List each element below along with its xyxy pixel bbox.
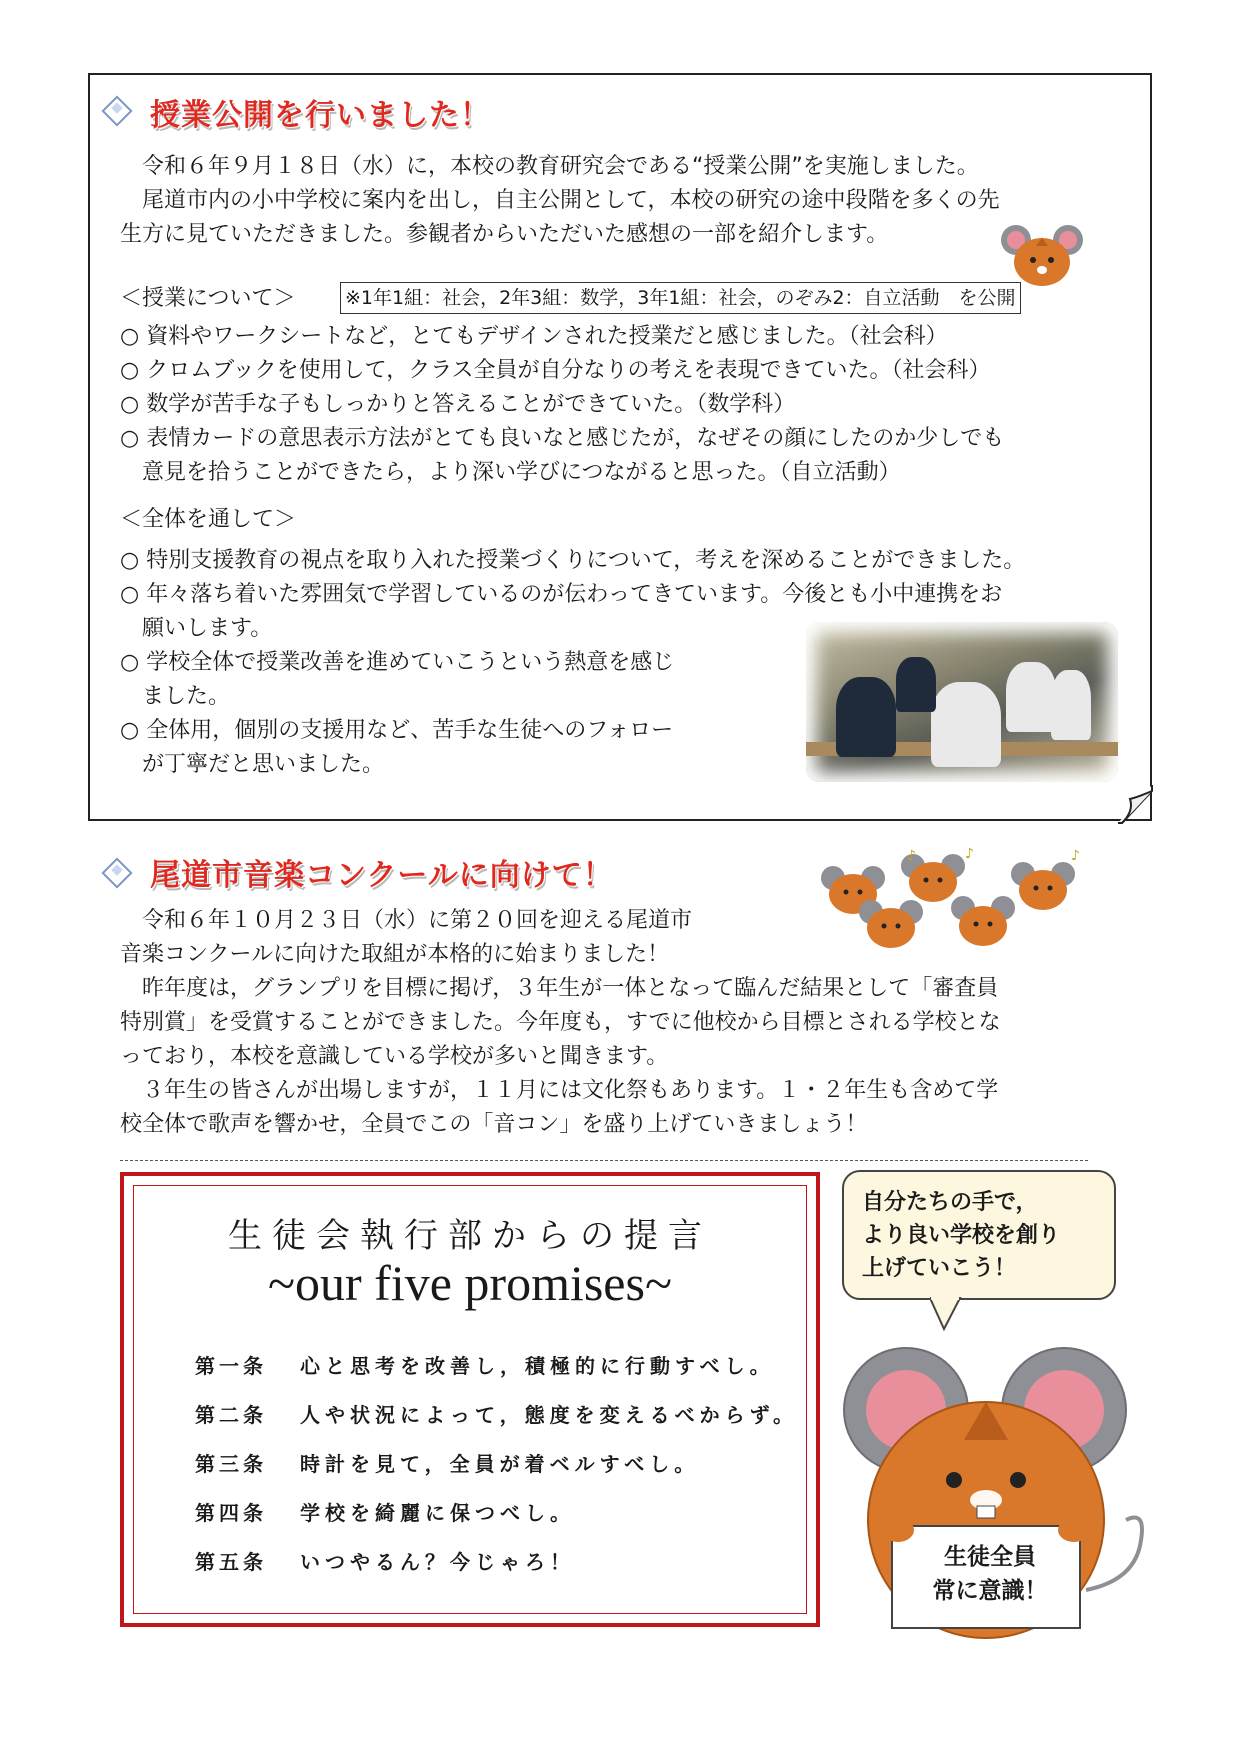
music-contest-line: 特別賞」を受賞することができました。今年度も，すでに他校から目標とされる学校とな (120, 1010, 1001, 1035)
classroom-photo (806, 622, 1118, 782)
overall-comment: ○ 特別支援教育の視点を取り入れた授業づくりについて，考えを深めることができました。 (120, 548, 1026, 573)
intro-line: 尾道市内の小中学校に案内を出し，自主公開として，本校の研究の途中段階を多くの先 (120, 188, 1000, 213)
article-number: 第五条 (195, 1550, 267, 1574)
overall-comment: が丁寧だと思いました。 (120, 752, 385, 777)
overall-comment: ○ 学校全体で授業改善を進めていこうという熱意を感じ (120, 650, 675, 675)
article-text: 心と思考を改善し，積極的に行動すべし。 (300, 1354, 775, 1378)
article-number: 第二条 (195, 1403, 267, 1427)
article-text: いつやるん？今じゃろ！ (300, 1550, 575, 1574)
article-text: 時計を見て，全員が着ベルすべし。 (300, 1452, 700, 1476)
music-contest-line: 昨年度は，グランプリを目標に掲げ，３年生が一体となって臨んだ結果として「審査員 (120, 976, 999, 1001)
section2-heading: 尾道市音楽コンクールに向けて！ (150, 858, 614, 893)
section-divider (120, 1160, 1088, 1161)
lessons-note: ※1年1組：社会，2年3組：数学，3年1組：社会，のぞみ2：自立活動 を公開 (340, 282, 1021, 314)
svg-text:♪: ♪ (907, 848, 916, 864)
mascot-sign (900, 1540, 1080, 1608)
sign-line: 生徒全員 (944, 1544, 1036, 1570)
overall-comment: ました。 (120, 684, 231, 709)
article-text: 学校を綺麗に保つべし。 (300, 1501, 575, 1525)
mouse-mascot-icon (1000, 222, 1084, 288)
bubble-tail-icon (930, 1297, 970, 1331)
promises-subtitle: ~our five promises~ (267, 1255, 673, 1311)
article-text: 人や状況によって，態度を変えるべからず。 (300, 1403, 798, 1427)
bubble-line: 自分たちの手で， (862, 1190, 1038, 1215)
sign-line: 常に意識！ (932, 1578, 1048, 1604)
overall-label: ＜全体を通して＞ (120, 507, 297, 532)
music-contest-line: 音楽コンクールに向けた取組が本格的に始まりました！ (120, 942, 670, 967)
music-contest-line: っており，本校を意識している学校が多いと聞きます。 (120, 1044, 669, 1069)
lesson-comment: ○ 表情カードの意思表示方法がとても良いなと感じたが，なぜその顔にしたのか少しでも (120, 426, 1005, 451)
section1-heading: 授業公開を行いました！ (150, 98, 491, 133)
folded-corner-icon (1118, 785, 1154, 825)
lesson-comment: ○ 資料やワークシートなど，とてもデザインされた授業だと感じました。（社会科） (120, 324, 948, 349)
lessons-label: ＜授業について＞ (120, 286, 296, 311)
music-contest-line: 令和６年１０月２３日（水）に第２０回を迎える尾道市 (120, 908, 693, 933)
promises-title: 生徒会執行部からの提言 (228, 1216, 712, 1256)
lesson-comment: ○ 数学が苦手な子もしっかりと答えることができていた。（数学科） (120, 392, 796, 417)
intro-line: 生方に見ていただきました。参観者からいただいた感想の一部を紹介します。 (120, 222, 889, 247)
lesson-comment: ○ クロムブックを使用して，クラス全員が自分なりの考えを表現できていた。（社会科） (120, 358, 991, 383)
overall-comment: ○ 全体用，個別の支援用など、苦手な生徒へのフォロー (120, 718, 674, 743)
svg-text:♪: ♪ (1071, 848, 1080, 864)
article-number: 第三条 (195, 1452, 267, 1476)
mouse-mascot-icon (836, 1330, 1166, 1660)
music-contest-line: ３年生の皆さんが出場しますが，１１月には文化祭もあります。１・２年生も含めて学 (120, 1078, 999, 1103)
overall-comment: 願いします。 (120, 616, 273, 641)
lesson-comment: 意見を拾うことができたら，より深い学びにつながると思った。（自立活動） (120, 460, 901, 485)
diamond-bullet-icon (101, 857, 132, 888)
bubble-line: より良い学校を創り (862, 1223, 1061, 1248)
singing-mice-illustration (815, 848, 1115, 958)
music-contest-line: 校全体で歌声を響かせ，全員でこの「音コン」を盛り上げていきましょう！ (120, 1112, 868, 1137)
intro-line: 令和６年９月１８日（水）に，本校の教育研究会である“授業公開”を実施しました。 (120, 154, 979, 179)
article-number: 第四条 (195, 1501, 267, 1525)
article-number: 第一条 (195, 1354, 267, 1378)
bubble-line: 上げていこう！ (862, 1256, 1017, 1281)
svg-text:♪: ♪ (965, 848, 974, 862)
overall-comment: ○ 年々落ち着いた雰囲気で学習しているのが伝わってきています。今後とも小中連携をお (120, 582, 1003, 607)
